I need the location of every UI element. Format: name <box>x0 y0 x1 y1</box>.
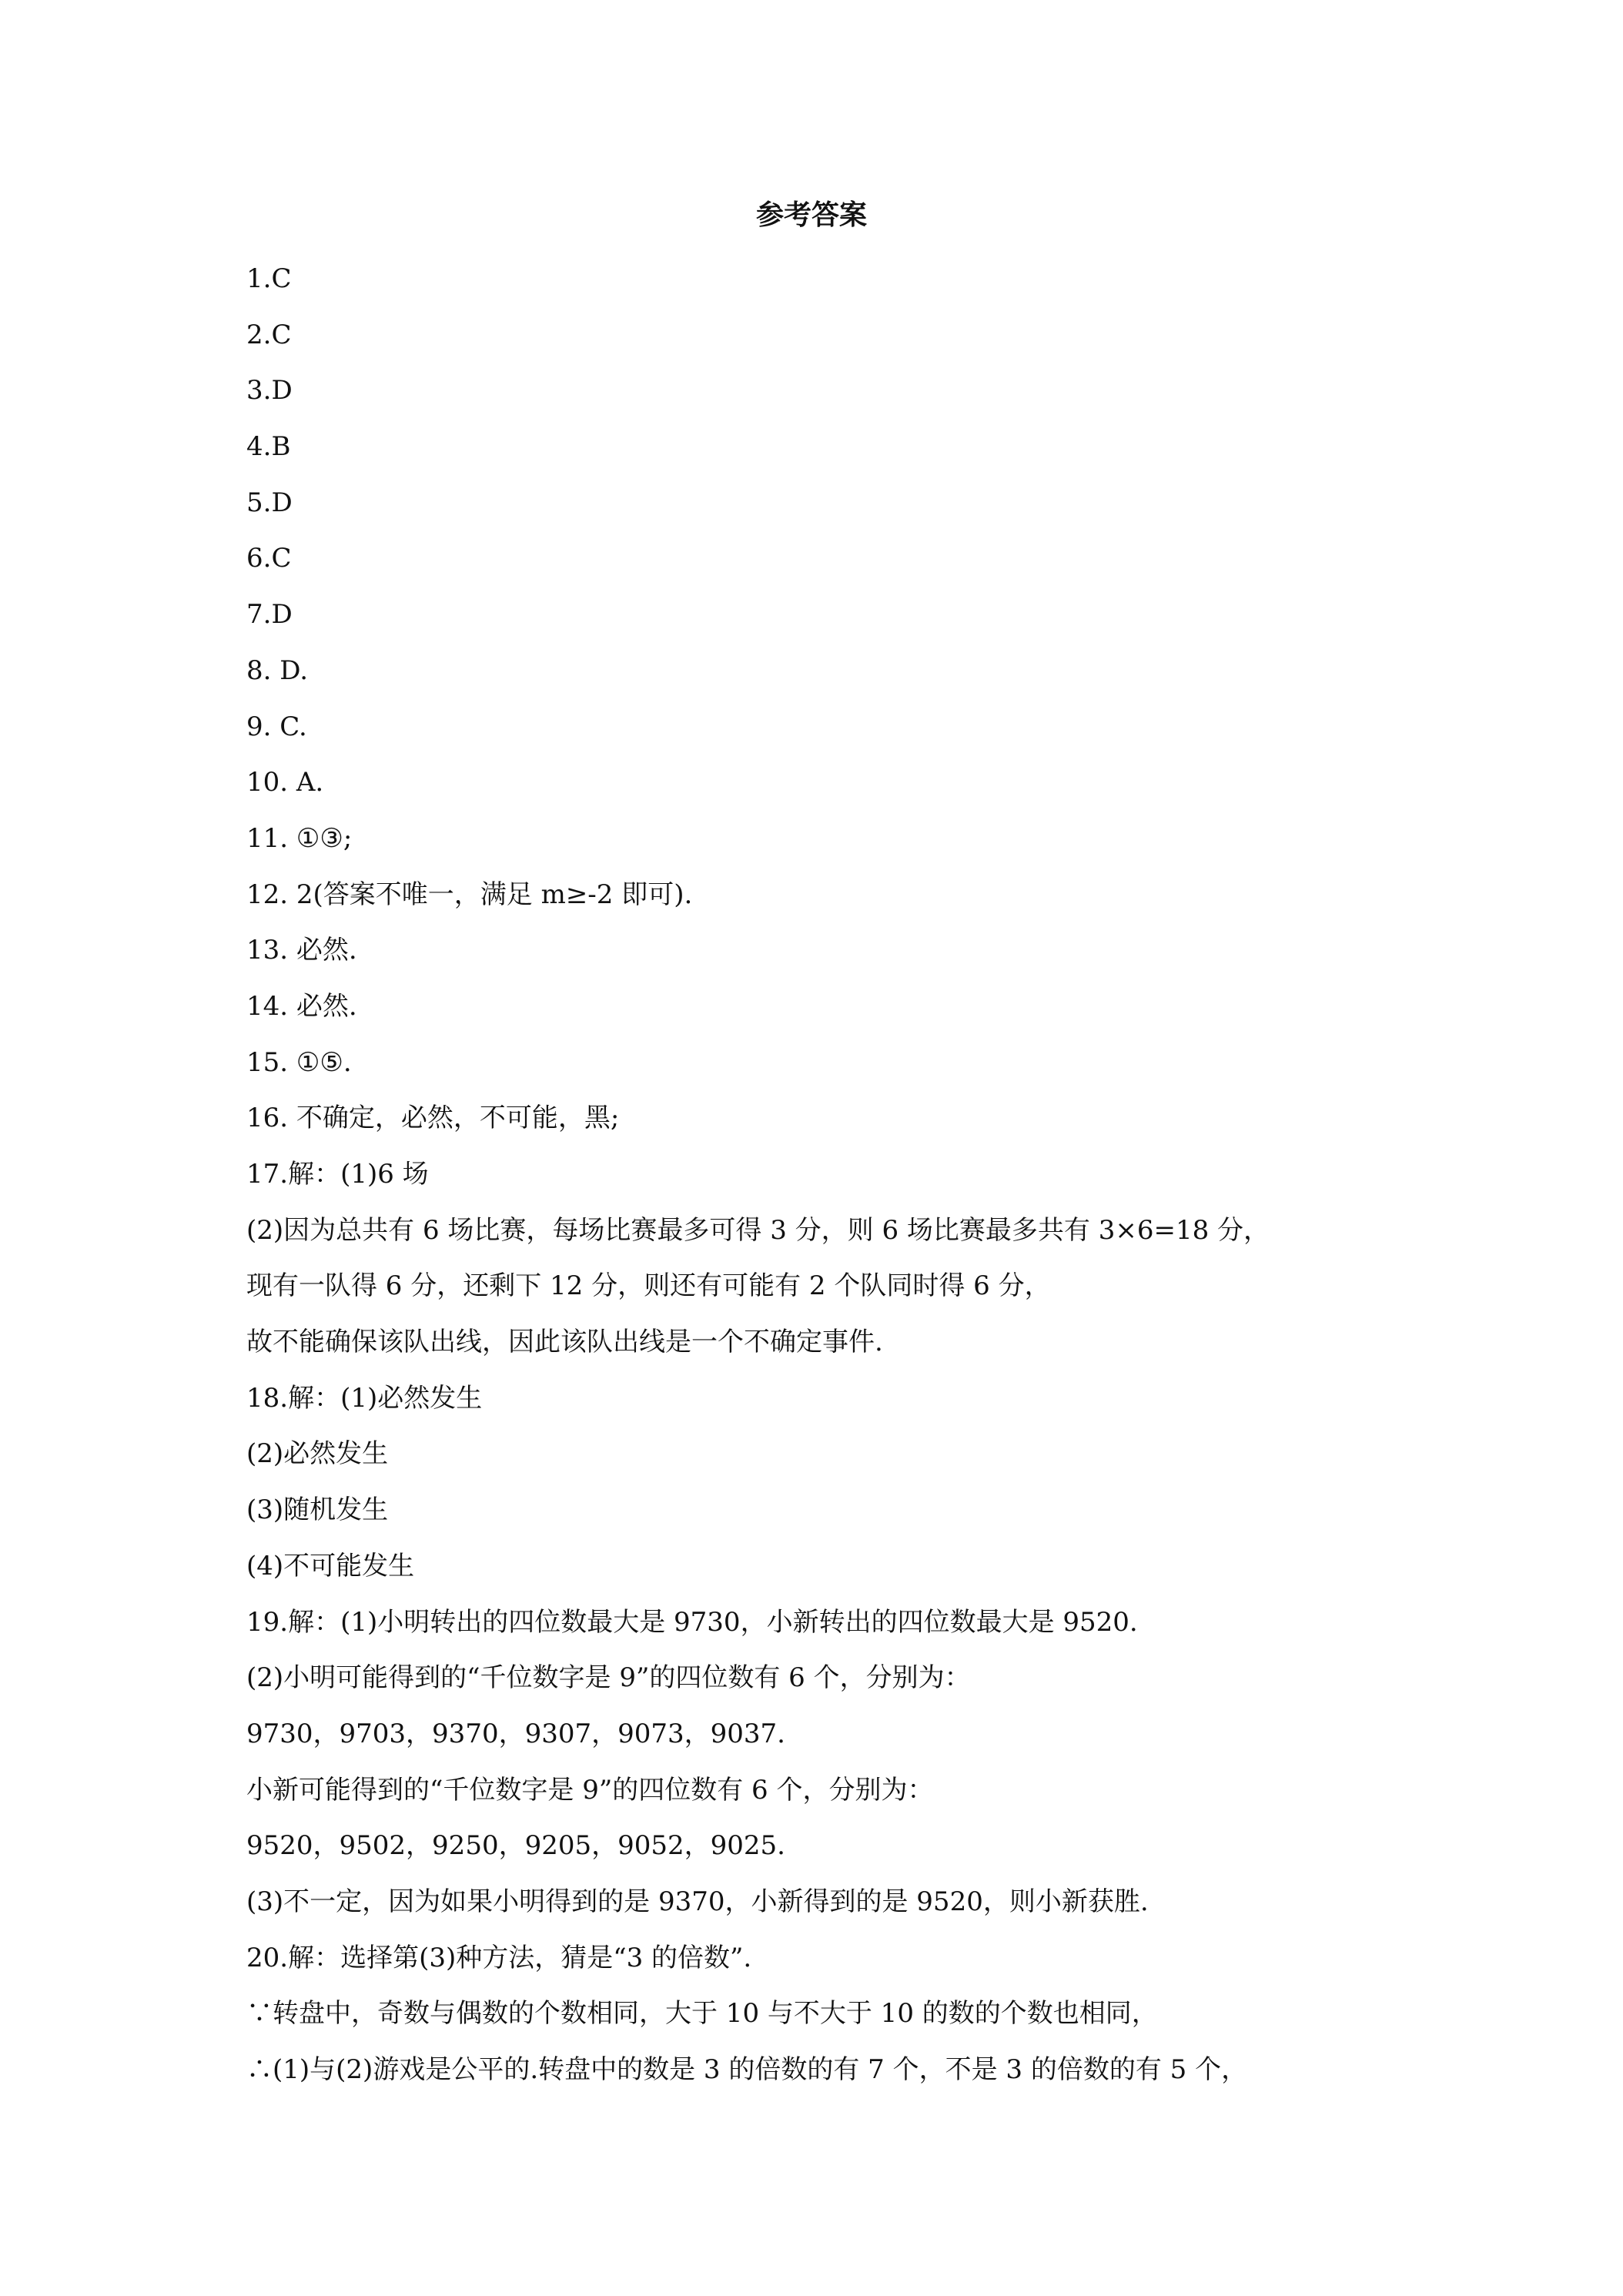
answer-line-13: 13. 必然. <box>246 935 357 966</box>
answer-line-26: (2)小明可能得到的“千位数字是 9”的四位数有 6 个，分别为： <box>246 1662 971 1694</box>
answer-line-16: 16. 不确定，必然，不可能，黑; <box>246 1103 620 1134</box>
answer-line-5: 5.D <box>246 487 293 518</box>
answer-line-22: (2)必然发生 <box>246 1438 389 1470</box>
answer-line-27: 9730，9703，9370，9307，9073，9037. <box>246 1718 785 1749</box>
answer-line-4: 4.B <box>246 431 291 463</box>
answer-line-24: (4)不可能发生 <box>246 1550 415 1581</box>
answer-line-32: ∵转盘中，奇数与偶数的个数相同，大于 10 与不大于 10 的数的个数也相同， <box>246 1998 1158 2030</box>
answer-line-8: 8. D. <box>246 654 309 686</box>
answer-line-9: 9. C. <box>246 711 307 742</box>
answer-line-25: 19.解：(1)小明转出的四位数最大是 9730，小新转出的四位数最大是 9520. <box>246 1606 1138 1638</box>
page-title: 参考答案 <box>755 199 867 231</box>
answer-line-29: 9520，9502，9250，9205，9052，9025. <box>246 1830 785 1862</box>
answer-line-7: 7.D <box>246 599 293 631</box>
answer-line-1: 1.C <box>246 263 292 294</box>
answer-line-20: 故不能确保该队出线，因此该队出线是一个不确定事件. <box>246 1327 883 1358</box>
answer-line-11: 11. ①③; <box>246 822 353 854</box>
answer-line-21: 18.解：(1)必然发生 <box>246 1382 483 1414</box>
answer-line-23: (3)随机发生 <box>246 1494 389 1526</box>
answer-list <box>246 251 1571 2098</box>
answer-line-3: 3.D <box>246 375 293 407</box>
answer-line-28: 小新可能得到的“千位数字是 9”的四位数有 6 个，分别为： <box>246 1774 934 1806</box>
answer-line-33: ∴(1)与(2)游戏是公平的.转盘中的数是 3 的倍数的有 7 个，不是 3 的倍数的有 5 个， <box>246 2054 1248 2085</box>
answer-line-17: 17.解：(1)6 场 <box>246 1159 429 1190</box>
answer-line-19: 现有一队得 6 分，还剩下 12 分，则还有可能有 2 个队同时得 6 分， <box>246 1270 1051 1302</box>
answer-line-12: 12. 2(答案不唯一，满足 m≥-2 即可). <box>246 879 693 910</box>
answer-line-14: 14. 必然. <box>246 990 357 1022</box>
answer-line-15: 15. ①⑤. <box>246 1046 352 1078</box>
answer-line-10: 10. A. <box>246 767 324 798</box>
answer-line-31: 20.解：选择第(3)种方法，猜是“3 的倍数”. <box>246 1942 752 1973</box>
answer-line-30: (3)不一定，因为如果小明得到的是 9370，小新得到的是 9520，则小新获胜. <box>246 1886 1149 1917</box>
answer-line-18: (2)因为总共有 6 场比赛，每场比赛最多可得 3 分，则 6 场比赛最多共有 3×6=18 分， <box>246 1214 1270 1246</box>
answer-line-2: 2.C <box>246 319 292 350</box>
answer-line-6: 6.C <box>246 543 292 574</box>
